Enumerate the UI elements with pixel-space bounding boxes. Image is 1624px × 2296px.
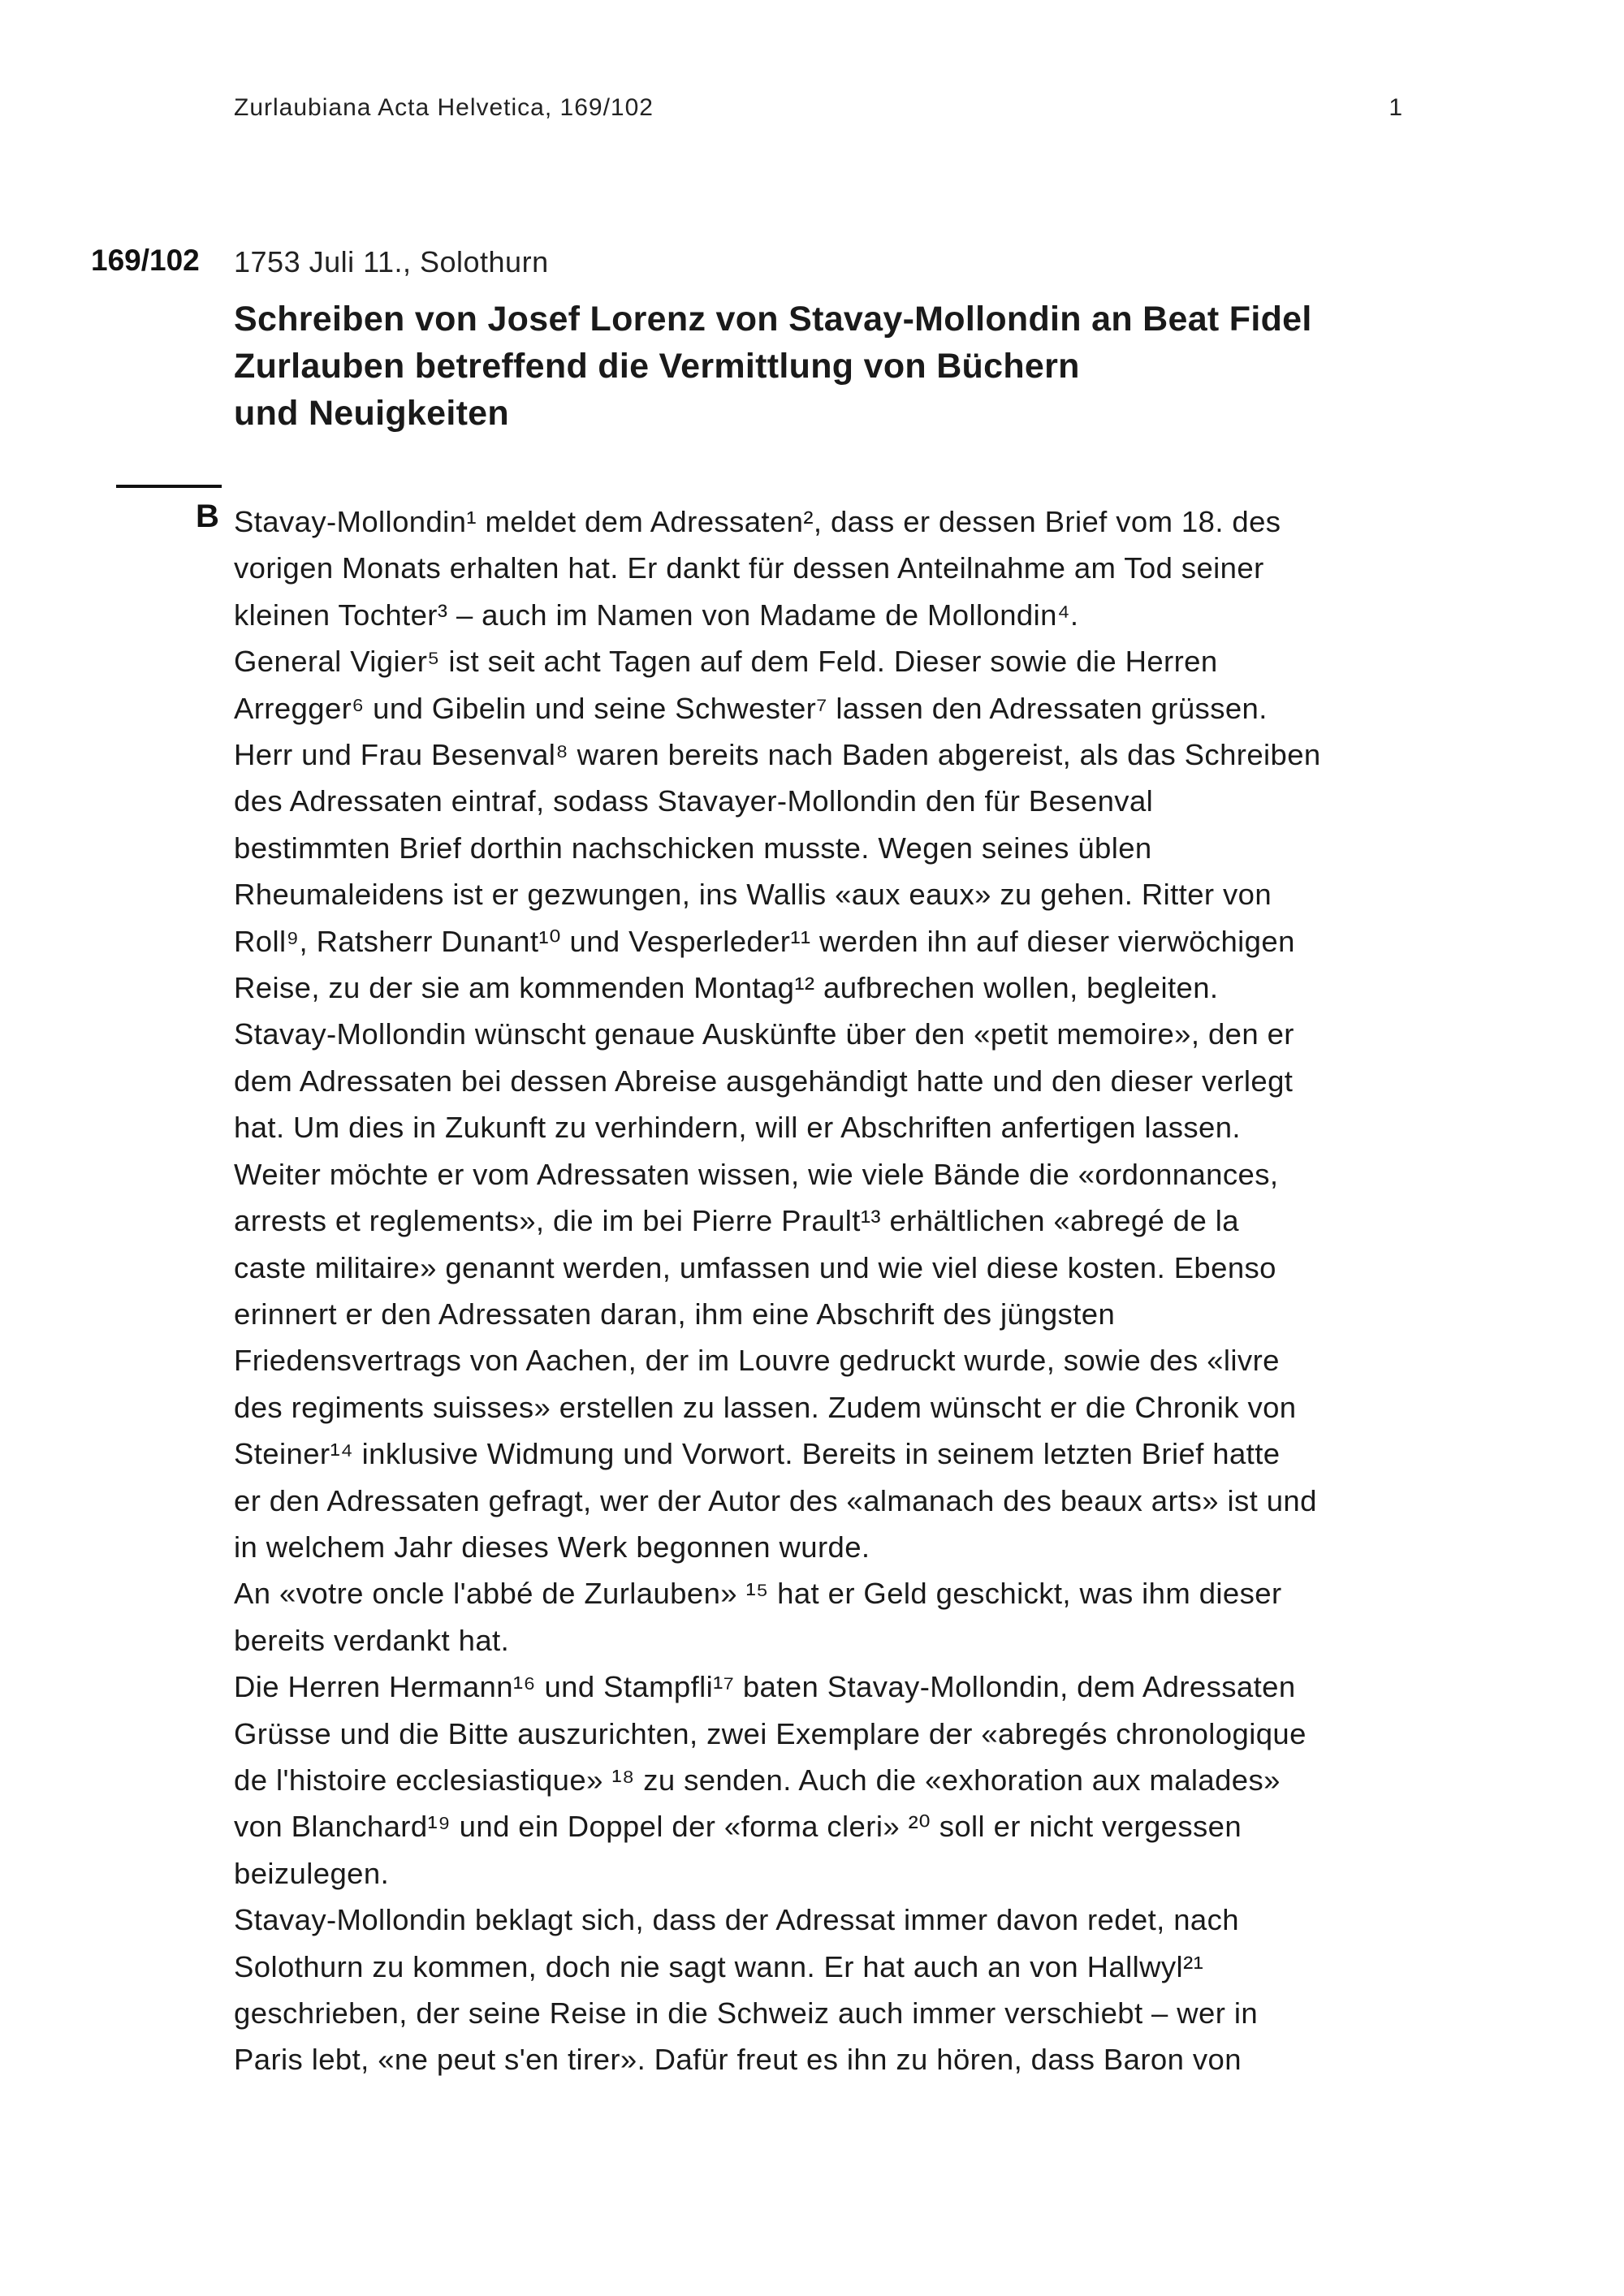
body-line: General Vigier⁵ ist seit acht Tagen auf dem Feld. Dieser sowie die Herren: [234, 645, 1218, 679]
page-number: 1: [1389, 94, 1403, 121]
document-title-line: und Neuigkeiten: [234, 394, 509, 433]
body-line: arrests et reglements», die im bei Pierre Prault¹³ erhältlichen «abregé de la: [234, 1204, 1239, 1238]
body-line: Roll⁹, Ratsherr Dunant¹⁰ und Vesperleder¹¹ werden ihn auf dieser vierwöchigen: [234, 924, 1295, 958]
document-id: 169/102: [91, 244, 200, 277]
body-line: Stavay-Mollondin beklagt sich, dass der Adressat immer davon redet, nach: [234, 1903, 1239, 1937]
body-line: er den Adressaten gefragt, wer der Autor des «almanach des beaux arts» ist und: [234, 1483, 1317, 1517]
body-line: beizulegen.: [234, 1856, 390, 1890]
body-line: erinnert er den Adressaten daran, ihm eine Abschrift des jüngsten: [234, 1297, 1116, 1331]
body-line: Stavay-Mollondin wünscht genaue Auskünfte über den «petit memoire», den er: [234, 1017, 1294, 1051]
body-line: Rheumaleidens ist er gezwungen, ins Wallis «aux eaux» zu gehen. Ritter von: [234, 878, 1272, 912]
body-line: An «votre oncle l'abbé de Zurlauben» ¹⁵ hat er Geld geschickt, was ihm dieser: [234, 1577, 1282, 1611]
body-line: von Blanchard¹⁹ und ein Doppel der «forma cleri» ²⁰ soll er nicht vergessen: [234, 1810, 1242, 1844]
body-line: hat. Um dies in Zukunft zu verhindern, will er Abschriften anfertigen lassen.: [234, 1111, 1241, 1145]
body-line: bereits verdankt hat.: [234, 1623, 510, 1657]
body-line: Weiter möchte er vom Adressaten wissen, wie viele Bände die «ordonnances,: [234, 1157, 1279, 1191]
body-line: kleinen Tochter³ – auch im Namen von Madame de Mollondin⁴.: [234, 598, 1079, 632]
body-line: bestimmten Brief dorthin nachschicken musste. Wegen seines üblen: [234, 831, 1152, 865]
running-header: [234, 94, 1403, 127]
body-line: Herr und Frau Besenval⁸ waren bereits nach Baden abgereist, als das Schreiben: [234, 738, 1321, 772]
document-title: [234, 296, 1419, 437]
body-line: in welchem Jahr dieses Werk begonnen wurde.: [234, 1530, 870, 1564]
body-line: Friedensvertrags von Aachen, der im Louvre gedruckt wurde, sowie des «livre: [234, 1344, 1280, 1378]
body-line: dem Adressaten bei dessen Abreise ausgehändigt hatte und den dieser verlegt: [234, 1064, 1294, 1098]
body-line: de l'histoire ecclesiastique» ¹⁸ zu senden. Auch die «exhoration aux malades»: [234, 1763, 1281, 1797]
body-line: caste militaire» genannt werden, umfassen und wie viel diese kosten. Ebenso: [234, 1250, 1276, 1284]
body-line: geschrieben, der seine Reise in die Schweiz auch immer verschiebt – wer in: [234, 1996, 1259, 2030]
body-line: Stavay-Mollondin¹ meldet dem Adressaten², dass er dessen Brief vom 18. des: [234, 505, 1281, 538]
body-line: Arregger⁶ und Gibelin und seine Schwester⁷ lassen den Adressaten grüssen.: [234, 691, 1268, 725]
body-line: Paris lebt, «ne peut s'en tirer». Dafür freut es ihn zu hören, dass Baron von: [234, 2043, 1242, 2077]
body-text: [234, 498, 1436, 2083]
body-line: Die Herren Hermann¹⁶ und Stampfli¹⁷ baten Stavay-Mollondin, dem Adressaten: [234, 1670, 1296, 1704]
body-line: vorigen Monats erhalten hat. Er dankt für dessen Anteilnahme am Tod seiner: [234, 551, 1264, 585]
body-line: Solothurn zu kommen, doch nie sagt wann. Er hat auch an von Hallwyl²¹: [234, 1949, 1204, 1983]
body-line: Reise, zu der sie am kommenden Montag¹² aufbrechen wollen, begleiten.: [234, 971, 1219, 1005]
document-title-line: Schreiben von Josef Lorenz von Stavay-Mollondin an Beat Fidel: [234, 300, 1312, 339]
body-line: Grüsse und die Bitte auszurichten, zwei Exemplare der «abregés chronologique: [234, 1716, 1307, 1750]
body-line: des Adressaten eintraf, sodass Stavayer-Mollondin den für Besenval: [234, 784, 1154, 818]
running-title: Zurlaubiana Acta Helvetica, 169/102: [234, 94, 654, 121]
body-line: Steiner¹⁴ inklusive Widmung und Vorwort. Bereits in seinem letzten Brief hatte: [234, 1437, 1281, 1471]
document-date-place: 1753 Juli 11., Solothurn: [234, 245, 549, 278]
section-rule: [116, 485, 222, 488]
section-marker: B: [196, 498, 219, 534]
document-title-line: Zurlauben betreffend die Vermittlung von Büchern: [234, 347, 1080, 386]
body-line: des regiments suisses» erstellen zu lassen. Zudem wünscht er die Chronik von: [234, 1390, 1297, 1424]
